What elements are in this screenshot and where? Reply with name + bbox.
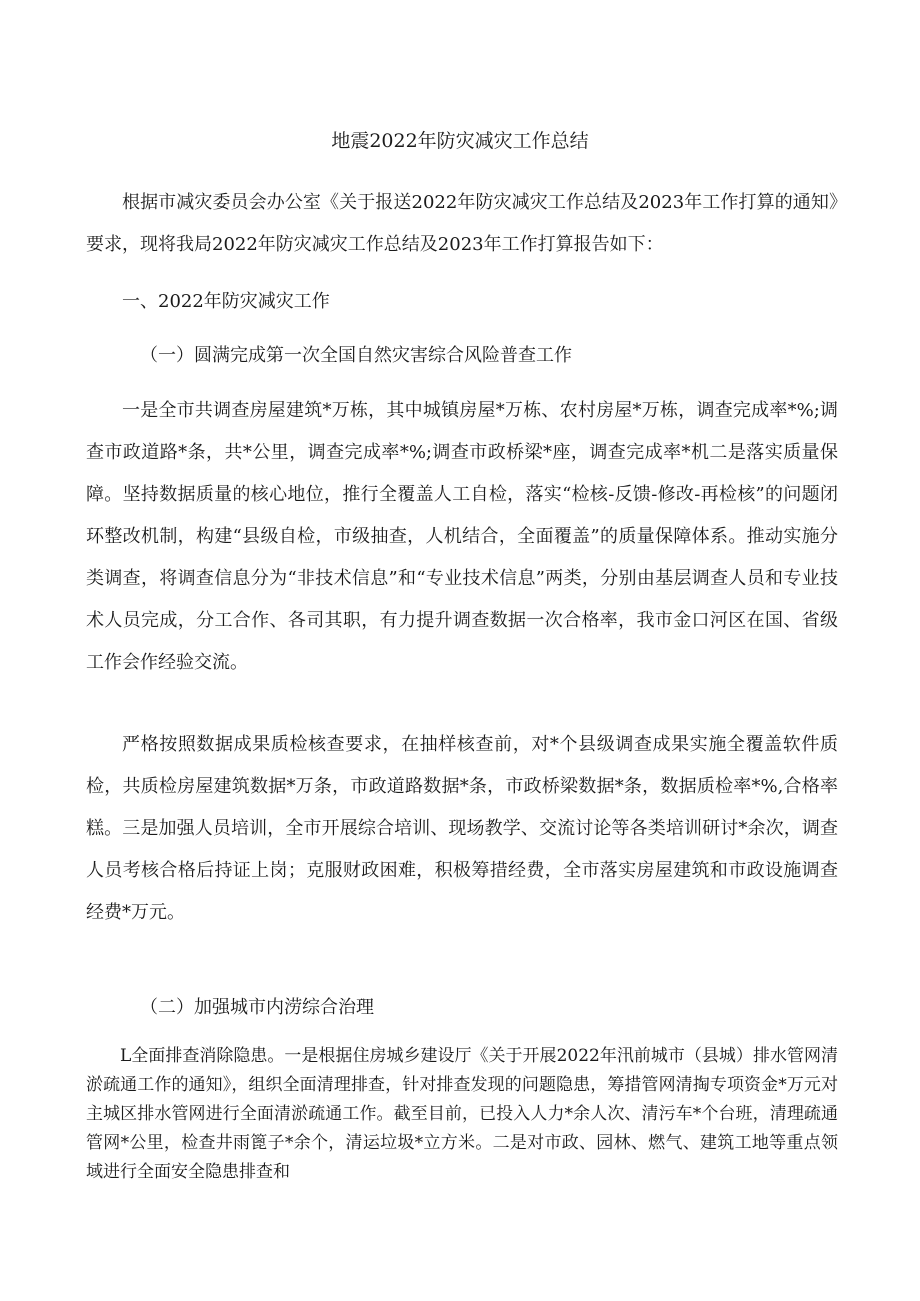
document-title: 地震2022年防灾减灾工作总结: [331, 130, 589, 152]
intro-paragraph: 根据市减灾委员会办公室《关于报送2022年防灾减灾工作总结及2023年工作打算的通知》要求，现将我局2022年防灾减灾工作总结及2023年工作打算报告如下：: [86, 192, 838, 255]
section-1-heading: 一、2022年防灾减灾工作: [122, 291, 330, 312]
paragraph-waterlogging-hazards: L全面排查消除隐患。一是根据住房城乡建设厅《关于开展2022年汛前城市（县城）排水管网清淤疏通工作的通知》，组织全面清理排查，针对排查发现的问题隐患，筹措管网清掏专项资金*万元对主城区排水管网进行全面清淤疏通工作。截至目前，已投入人力*余人次、清污车*个台班，清理疏通管网*公里，检查井雨篦子*余个，清运垃圾*立方米。二是对市政、园林、燃气、建筑工地等重点领域进行全面安全隐患排查和: [86, 1046, 838, 1182]
paragraph-quality-inspection: 严格按照数据成果质检核查要求，在抽样核查前，对*个县级调查成果实施全覆盖软件质检，共质检房屋建筑数据*万条，市政道路数据*条，市政桥梁数据*条，数据质检率*%,合格率糕。三是加强人员培训，全市开展综合培训、现场教学、交流讨论等各类培训研讨*余次，调查人员考核合格后持证上岗；克服财政困难，积极筹措经费，全市落实房屋建筑和市政设施调查经费*万元。: [86, 734, 838, 923]
subsection-1-heading: （一）圆满完成第一次全国自然灾害综合风险普查工作: [140, 345, 572, 366]
paragraph-survey-results: 一是全市共调查房屋建筑*万栋，其中城镇房屋*万栋、农村房屋*万栋，调查完成率*%;调查市政道路*条，共*公里，调查完成率*%;调查市政桥梁*座，调查完成率*机二是落实质量保障。坚持数据质量的核心地位，推行全覆盖人工自检，落实“检核-反馈-修改-再检核”的问题闭环整改机制，构建“县级自检，市级抽查，人机结合，全面覆盖”的质量保障体系。推动实施分类调查，将调查信息分为“非技术信息”和“专业技术信息”两类，分别由基层调查人员和专业技术人员完成，分工合作、各司其职，有力提升调查数据一次合格率，我市金口河区在国、省级工作会作经验交流。: [86, 400, 838, 673]
subsection-2-heading: （二）加强城市内涝综合治理: [140, 997, 374, 1018]
